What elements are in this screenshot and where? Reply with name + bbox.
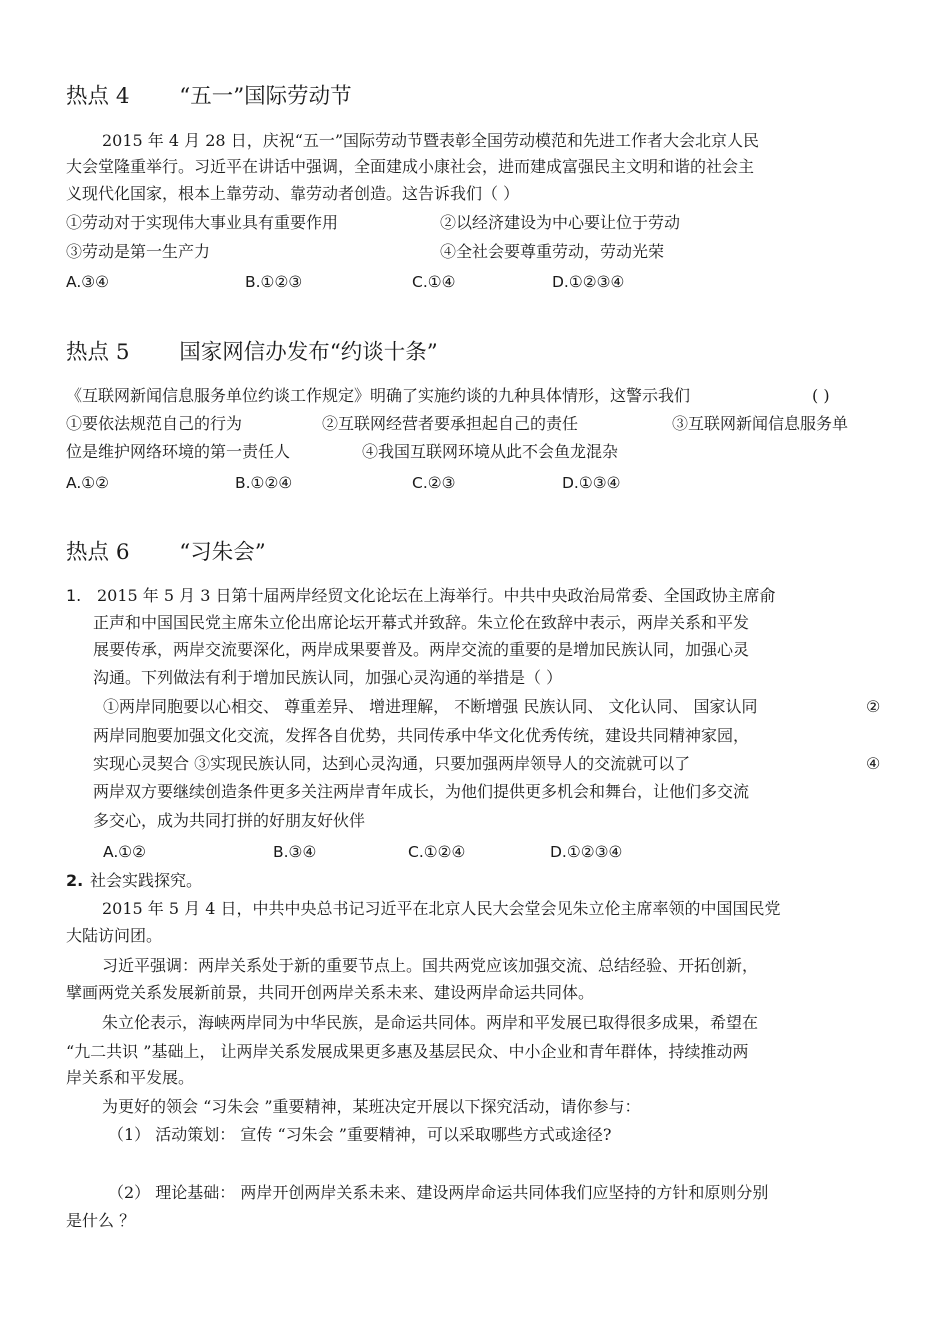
hot5-title (66, 340, 438, 366)
hot6-q2-p3-line-3: 岸关系和平发展。 (66, 1068, 195, 1087)
hot6-q1-line-7: 实现心灵契合 ③实现民族认同，达到心灵沟通，只要加强两岸领导人的交流就可以了 (93, 754, 691, 773)
hot4-line-1: 2015 年 4 月 28 日，庆祝“五一”国际劳动节暨表彰全国劳动模范和先进工作者大会北京人民 (102, 131, 760, 150)
hot6-q1-line-5: ①两岸同胞要以心相交、 尊重差异、 增进理解， 不断增强 民族认同、 文化认同、 国家认同 (103, 697, 758, 716)
hot6-q1-line-6: 两岸同胞要加强文化交流，发挥各自优势，共同传承中华文化优秀传统，建设共同精神家园， (93, 726, 750, 745)
hot5-option-d[interactable]: D.①③④ (562, 474, 621, 492)
hot5-line-1: 《互联网新闻信息服务单位约谈工作规定》明确了实施约谈的九种具体情形，这警示我们 (66, 386, 691, 405)
hot4-item-3: ③劳动是第一生产力 (66, 242, 211, 261)
hot4-option-a[interactable]: A.③④ (66, 273, 110, 291)
hot6-q1-option-d[interactable]: D.①②③④ (550, 843, 623, 861)
hot6-title (66, 540, 266, 566)
hot6-q1-line-9: 多交心，成为共同打拼的好朋友好伙伴 (93, 811, 366, 830)
hot6-q2-p4: 为更好的领会 “习朱会 ”重要精神，某班决定开展以下探究活动，请你参与： (102, 1097, 641, 1116)
hot6-q1-mark-4: ④ (866, 754, 881, 773)
hot4-title (66, 84, 352, 110)
hot5-item-3b: 位是维护网络环境的第一责任人 (66, 442, 291, 461)
hot5-option-a[interactable]: A.①② (66, 474, 110, 492)
hot5-title-num: 热点 5 (66, 340, 130, 365)
hot6-q2-p2-line-1: 习近平强调：两岸关系处于新的重要节点上。国共两党应该加强交流、总结经验、开拓创新， (102, 956, 759, 975)
hot4-item-1: ①劳动对于实现伟大事业具有重要作用 (66, 213, 339, 232)
hot6-q1-option-a[interactable]: A.①② (103, 843, 147, 861)
hot6-q2-p3-line-1: 朱立伦表示，海峡两岸同为中华民族，是命运共同体。两岸和平发展已取得很多成果，希望在 (102, 1013, 759, 1032)
hot4-item-4: ④全社会要尊重劳动，劳动光荣 (440, 242, 665, 261)
hot6-q1-line-4: 沟通。下列做法有利于增加民族认同，加强心灵沟通的举措是（ ） (93, 668, 563, 687)
hot6-q1-mark-2: ② (866, 697, 881, 716)
hot6-title-text: “习朱会” (179, 540, 266, 565)
hot5-item-4: ④我国互联网环境从此不会鱼龙混杂 (362, 442, 619, 461)
hot5-item-1: ①要依法规范自己的行为 (66, 414, 243, 433)
hot6-q1-line-2: 正声和中国国民党主席朱立伦出席论坛开幕式并致辞。朱立伦在致辞中表示，两岸关系和平发 (93, 613, 750, 632)
hot4-title-num: 热点 4 (66, 84, 130, 109)
hot6-q1-line-3: 展要传承，两岸交流要深化，两岸成果要普及。两岸交流的重要的是增加民族认同，加强心灵 (93, 640, 750, 659)
hot6-q1-option-c[interactable]: C.①②④ (408, 843, 466, 861)
hot5-option-b[interactable]: B.①②④ (235, 474, 293, 492)
hot6-q2-sub-1: （1） 活动策划： 宣传 “习朱会 ”重要精神，可以采取哪些方式或途径? (108, 1125, 612, 1144)
hot6-q1-option-b[interactable]: B.③④ (273, 843, 317, 861)
hot5-item-2: ②互联网经营者要承担起自己的责任 (322, 414, 579, 433)
hot5-title-text: 国家网信办发布“约谈十条” (179, 340, 438, 365)
hot6-title-num: 热点 6 (66, 540, 130, 565)
hot4-option-b[interactable]: B.①②③ (245, 273, 303, 291)
hot6-q2-p2-line-2: 擘画两党关系发展新前景，共同开创两岸关系未来、建设两岸命运共同体。 (66, 983, 595, 1002)
hot5-item-3a: ③互联网新闻信息服务单 (672, 414, 849, 433)
hot4-line-2: 大会堂隆重举行。习近平在讲话中强调，全面建成小康社会，进而建成富强民主文明和谐的社会主 (66, 157, 755, 176)
hot6-q2-number: 2. (66, 871, 84, 890)
hot6-q2-p3-line-2: “九二共识 ”基础上， 让两岸关系发展成果更多惠及基层民众、中小企业和青年群体，持续推动两 (66, 1042, 749, 1061)
hot6-q1-line-1: 2015 年 5 月 3 日第十届两岸经贸文化论坛在上海举行。中共中央政治局常委、全国政协主席俞 (97, 586, 776, 605)
hot5-answer-paren: ( ) (812, 386, 830, 405)
hot4-line-3: 义现代化国家，根本上靠劳动、靠劳动者创造。这告诉我们（ ） (66, 184, 520, 203)
hot6-q2-sub-2-line-2: 是什么 ？ (66, 1211, 136, 1230)
hot6-q2-sub-2-line-1: （2） 理论基础： 两岸开创两岸关系未来、建设两岸命运共同体我们应坚持的方针和原则分别 (108, 1183, 769, 1202)
hot6-q2-p1-line-1: 2015 年 5 月 4 日，中共中央总书记习近平在北京人民大会堂会见朱立伦主席率领的中国国民党 (102, 899, 781, 918)
hot4-title-text: “五一”国际劳动节 (179, 84, 352, 109)
hot6-q1-line-8: 两岸双方要继续创造条件更多关注两岸青年成长，为他们提供更多机会和舞台，让他们多交流 (93, 782, 750, 801)
hot4-option-d[interactable]: D.①②③④ (552, 273, 625, 291)
hot5-option-c[interactable]: C.②③ (412, 474, 456, 492)
hot4-option-c[interactable]: C.①④ (412, 273, 456, 291)
hot6-q1-number: 1. (66, 586, 82, 605)
hot6-q2-title: 社会实践探究。 (90, 871, 203, 890)
hot4-item-2: ②以经济建设为中心要让位于劳动 (440, 213, 681, 232)
hot6-q2-p1-line-2: 大陆访问团。 (66, 926, 163, 945)
